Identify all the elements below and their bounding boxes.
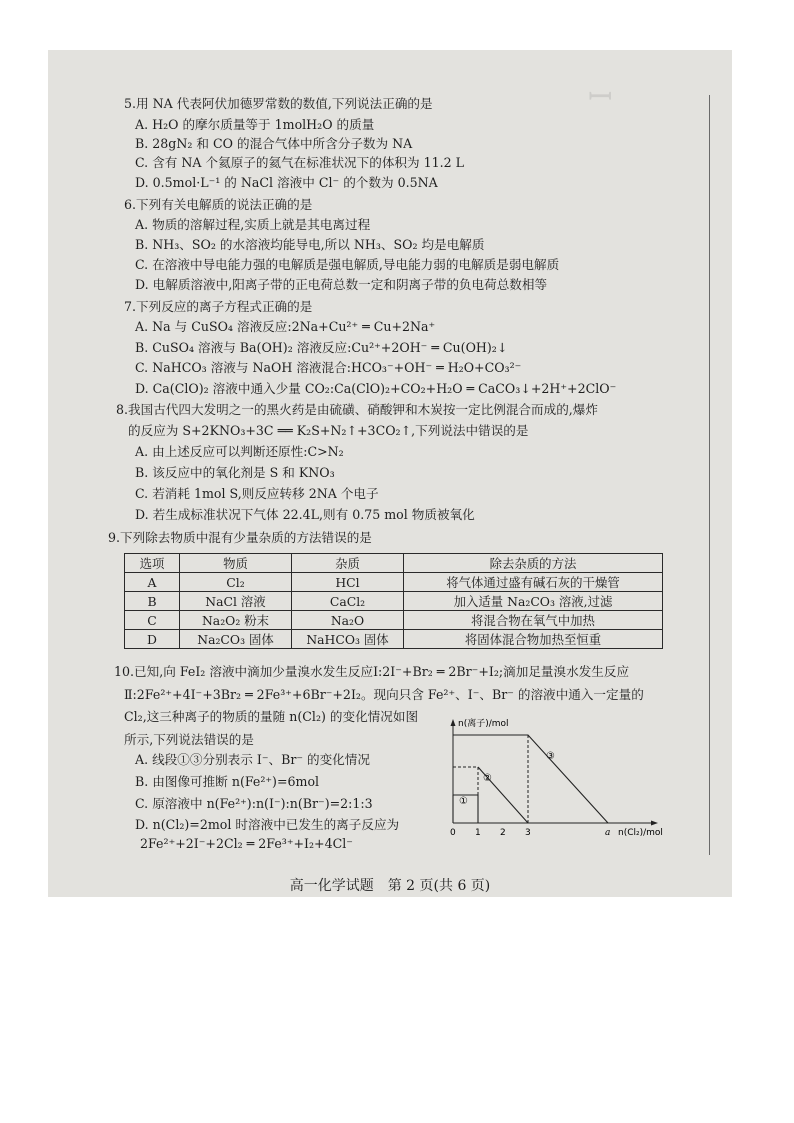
- table-cell: 加入适量 Na₂CO₃ 溶液,过滤: [404, 592, 663, 611]
- table-cell: C: [125, 611, 180, 630]
- q7-option-d: D. Ca(ClO)₂ 溶液中通入少量 CO₂:Ca(ClO)₂+CO₂+H₂O ═ CaCO₃↓+2H⁺+2ClO⁻: [135, 381, 617, 396]
- q10-stem-line4: 所示,下列说法错误的是: [124, 732, 254, 747]
- table-cell: B: [125, 592, 180, 611]
- q5-option-b: B. 28gN₂ 和 CO 的混合气体中所含分子数为 NA: [135, 136, 413, 151]
- q7-stem: 7.下列反应的离子方程式正确的是: [124, 299, 313, 314]
- q7-option-a: A. Na 与 CuSO₄ 溶液反应:2Na+Cu²⁺ ═ Cu+2Na⁺: [135, 319, 436, 334]
- q10-stem-line3: Cl₂,这三种离子的物质的量随 n(Cl₂) 的变化情况如图: [124, 709, 419, 724]
- graph-x-tick-2: 2: [500, 828, 506, 838]
- graph-segment-label-2: ②: [483, 773, 492, 784]
- table-cell: Na₂CO₃ 固体: [180, 630, 292, 649]
- q7-option-b: B. CuSO₄ 溶液与 Ba(OH)₂ 溶液反应:Cu²⁺+2OH⁻ ═ Cu(OH)₂↓: [135, 340, 508, 355]
- q10-stem-line2: Ⅱ:2Fe²⁺+4I⁻+3Br₂ ═ 2Fe³⁺+6Br⁻+2I₂。现向只含 Fe²⁺、I⁻、Br⁻ 的溶液中通入一定量的: [124, 687, 644, 702]
- table-cell: D: [125, 630, 180, 649]
- table-header-cell: 杂质: [292, 554, 404, 573]
- q8-option-b: B. 该反应中的氧化剂是 S 和 KNO₃: [135, 465, 335, 480]
- table-cell: Na₂O: [292, 611, 404, 630]
- q10-option-a: A. 线段①③分别表示 I⁻、Br⁻ 的变化情况: [135, 752, 370, 767]
- q5-stem: 5.用 NA 代表阿伏加德罗常数的数值,下列说法正确的是: [124, 96, 433, 111]
- q9-stem: 9.下列除去物质中混有少量杂质的方法错误的是: [108, 530, 372, 545]
- page-footer: 高一化学试题 第 2 页(共 6 页): [289, 878, 491, 894]
- graph-x-arrow: [651, 821, 658, 826]
- q10-option-b: B. 由图像可推断 n(Fe²⁺)=6mol: [135, 774, 320, 789]
- table-cell: Cl₂: [180, 573, 292, 592]
- q10-option-d-equation: 2Fe²⁺+2I⁻+2Cl₂ ═ 2Fe³⁺+I₂+4Cl⁻: [140, 836, 353, 851]
- exam-page: [48, 50, 732, 897]
- table-header-cell: 物质: [180, 554, 292, 573]
- q5-option-c: C. 含有 NA 个氦原子的氦气在标准状况下的体积为 11.2 L: [135, 155, 465, 170]
- table-cell: 将固体混合物加热至恒重: [404, 630, 663, 649]
- bleed-through-text: ꟷ: [588, 80, 613, 115]
- table-cell: 将混合物在氧气中加热: [404, 611, 663, 630]
- q10-option-c: C. 原溶液中 n(Fe²⁺):n(I⁻):n(Br⁻)=2:1:3: [135, 796, 373, 811]
- q6-stem: 6.下列有关电解质的说法正确的是: [124, 197, 313, 212]
- q6-option-a: A. 物质的溶解过程,实质上就是其电离过程: [135, 217, 371, 232]
- table-cell: A: [125, 573, 180, 592]
- graph-y-arrow: [451, 719, 456, 726]
- graph-x-tick-0: 0: [450, 828, 456, 838]
- q5-option-a: A. H₂O 的摩尔质量等于 1molH₂O 的质量: [135, 117, 375, 132]
- graph-x-tick-1: 1: [475, 828, 481, 838]
- table-row: [125, 630, 663, 649]
- q6-option-b: B. NH₃、SO₂ 的水溶液均能导电,所以 NH₃、SO₂ 均是电解质: [135, 237, 485, 252]
- q8-option-a: A. 由上述反应可以判断还原性:C>N₂: [135, 444, 344, 459]
- q7-option-c: C. NaHCO₃ 溶液与 NaOH 溶液混合:HCO₃⁻+OH⁻ ═ H₂O+CO₃²⁻: [135, 360, 522, 375]
- graph-segment-label-3: ③: [546, 751, 555, 762]
- q10-graph: [442, 715, 674, 843]
- graph-x-tick-3: 3: [525, 828, 531, 838]
- graph-segment-label-1: ①: [459, 796, 468, 807]
- q8-stem-continued: 的反应为 S+2KNO₃+3C ══ K₂S+N₂↑+3CO₂↑,下列说法中错误的是: [128, 423, 529, 438]
- graph-y-label: n(离子)/mol: [458, 719, 509, 729]
- q8-option-c: C. 若消耗 1mol S,则反应转移 2NA 个电子: [135, 486, 379, 501]
- q6-option-d: D. 电解质溶液中,阳离子带的正电荷总数一定和阴离子带的负电荷总数相等: [135, 277, 548, 292]
- q5-option-d: D. 0.5mol·L⁻¹ 的 NaCl 溶液中 Cl⁻ 的个数为 0.5NA: [135, 175, 438, 190]
- q6-option-c: C. 在溶液中导电能力强的电解质是强电解质,导电能力弱的电解质是弱电解质: [135, 257, 560, 272]
- table-cell: 将气体通过盛有碱石灰的干燥管: [404, 573, 663, 592]
- margin-rule: [709, 95, 710, 855]
- q10-option-d: D. n(Cl₂)=2mol 时溶液中已发生的离子反应为: [135, 817, 400, 832]
- table-row: [125, 573, 663, 592]
- graph-x-tick-a: a: [605, 828, 611, 838]
- graph-segment-3: [453, 735, 608, 823]
- q8-stem: 8.我国古代四大发明之一的黑火药是由硫磺、硝酸钾和木炭按一定比例混合而成的,爆炸: [116, 402, 598, 417]
- q8-option-d: D. 若生成标准状况下气体 22.4L,则有 0.75 mol 物质被氧化: [135, 507, 475, 522]
- table-header-cell: 除去杂质的方法: [404, 554, 663, 573]
- table-row: [125, 611, 663, 630]
- table-cell: Na₂O₂ 粉末: [180, 611, 292, 630]
- table-cell: CaCl₂: [292, 592, 404, 611]
- q10-stem-line1: 10.已知,向 FeI₂ 溶液中滴加少量溴水发生反应Ⅰ:2I⁻+Br₂ ═ 2Br⁻+I₂;滴加足量溴水发生反应: [114, 664, 630, 679]
- graph-x-label: n(Cl₂)/mol: [618, 828, 663, 838]
- table-cell: NaCl 溶液: [180, 592, 292, 611]
- table-row: [125, 592, 663, 611]
- q9-table: [124, 553, 663, 649]
- table-header-row: [125, 554, 663, 573]
- table-header-cell: 选项: [125, 554, 180, 573]
- table-cell: NaHCO₃ 固体: [292, 630, 404, 649]
- table-cell: HCl: [292, 573, 404, 592]
